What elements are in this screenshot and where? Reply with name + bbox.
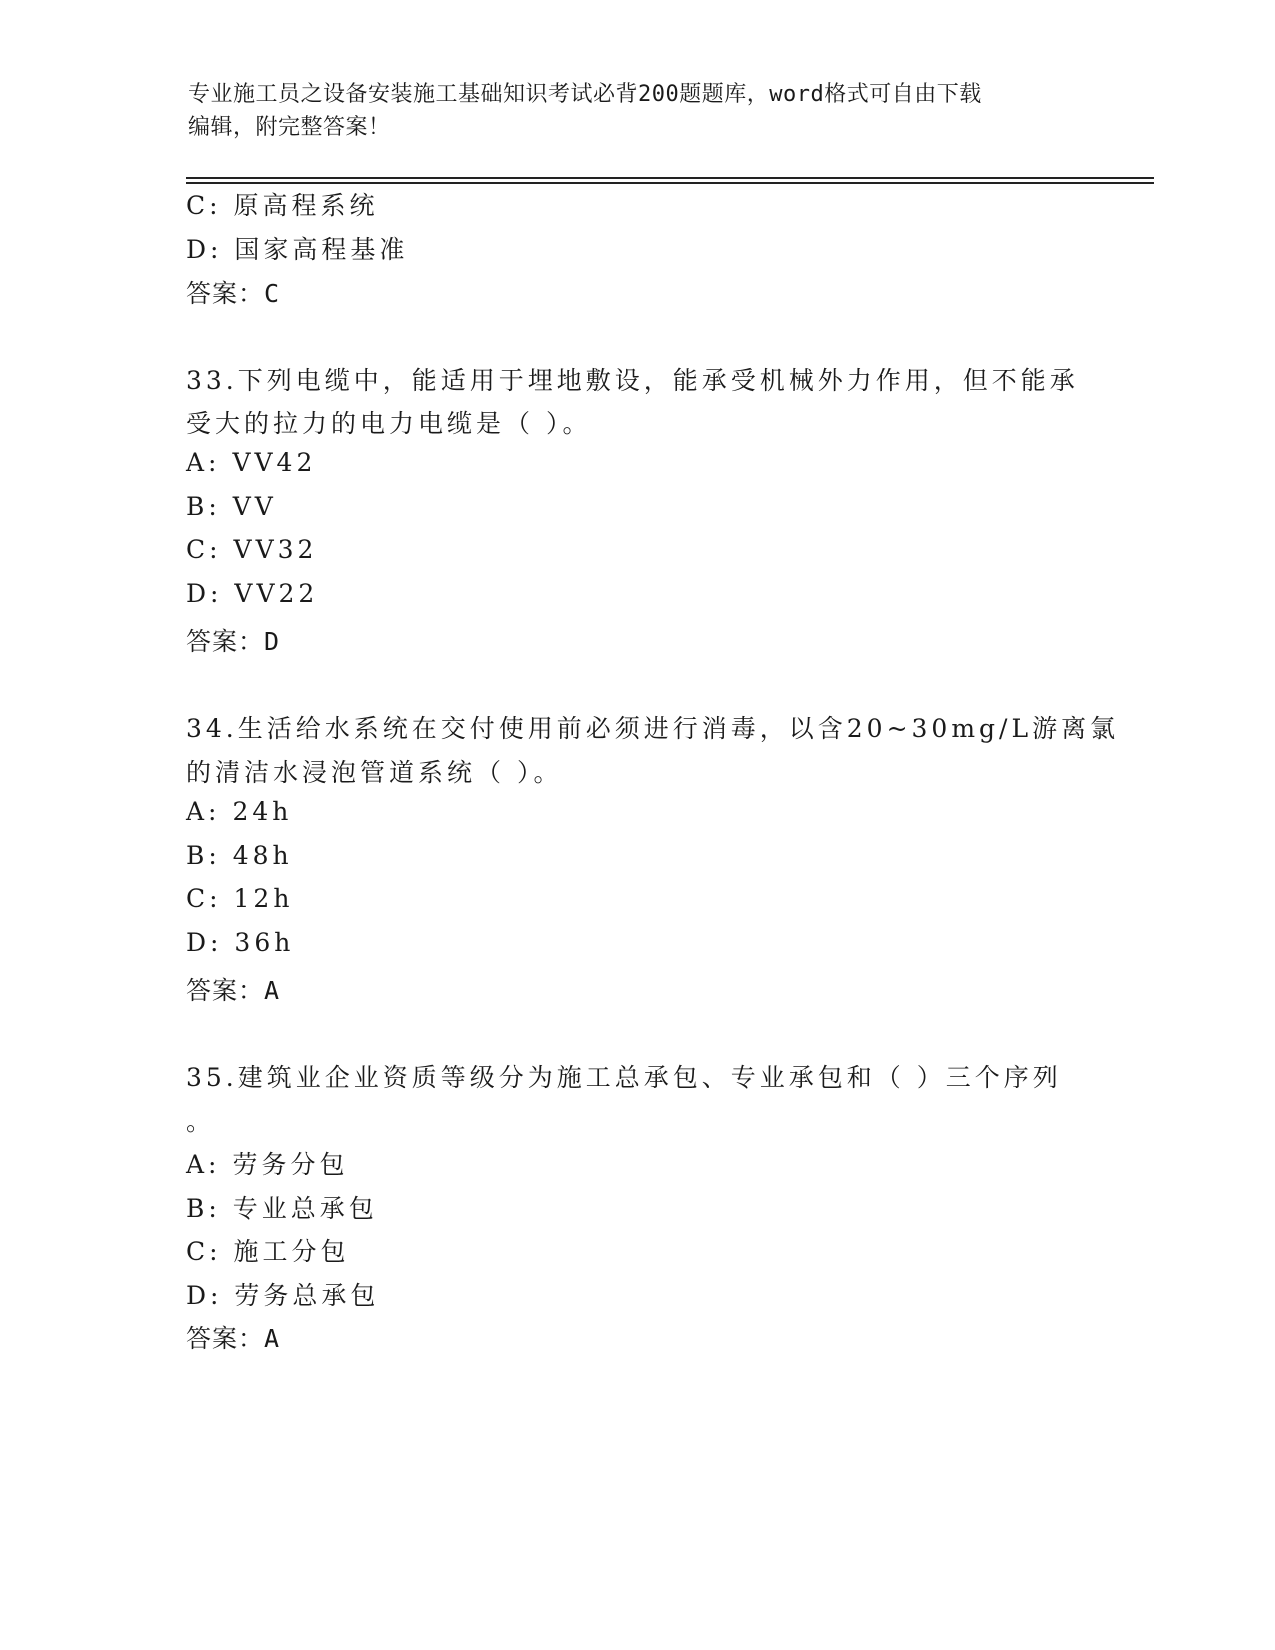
answer-label: 答案： — [186, 976, 265, 1005]
option-d — [186, 579, 318, 608]
question-stem-line-1: 33.下列电缆中，能适用于埋地敷设，能承受机械外力作用，但不能承 — [186, 366, 1079, 395]
question-stem-line-2: 的清洁水浸泡管道系统（ ）。 — [186, 758, 563, 787]
answer-line — [186, 274, 280, 310]
option-text: VV22 — [234, 579, 319, 608]
question-stem-line-1: 34.生活给水系统在交付使用前必须进行消毒，以含20~30mg/L游离氯 — [186, 714, 1120, 743]
option-a — [186, 1145, 348, 1181]
option-text: 原高程系统 — [233, 191, 379, 220]
option-label: B: — [186, 841, 221, 870]
answer-value: A — [264, 976, 281, 1005]
option-label: A: — [186, 448, 221, 477]
answer-line — [186, 622, 280, 658]
option-c — [186, 186, 379, 222]
answer-value: A — [264, 1324, 281, 1353]
option-text: 劳务总承包 — [234, 1281, 380, 1310]
option-text: 48h — [232, 841, 293, 870]
option-text: 12h — [233, 884, 294, 913]
option-label: C: — [186, 1237, 222, 1266]
option-label: C: — [186, 535, 222, 564]
option-text: 24h — [232, 797, 293, 826]
option-d — [186, 928, 294, 957]
option-d — [186, 230, 408, 266]
option-label: A: — [186, 1150, 221, 1179]
option-text: 劳务分包 — [232, 1150, 349, 1179]
option-text: VV32 — [233, 535, 318, 564]
question-stem-line-2: 。 — [186, 1107, 216, 1136]
option-text: VV42 — [232, 448, 317, 477]
option-label: D: — [186, 928, 223, 957]
option-text: 专业总承包 — [232, 1194, 378, 1223]
option-label: B: — [186, 492, 221, 521]
option-d — [186, 1276, 379, 1312]
answer-value: C — [264, 279, 281, 308]
header-line-1: 专业施工员之设备安装施工基础知识考试必背200题题库，word格式可自由下载 — [188, 82, 982, 107]
option-label: C: — [186, 884, 222, 913]
option-c — [186, 535, 317, 564]
question-stem-line-2: 受大的拉力的电力电缆是（ ）。 — [186, 409, 592, 438]
option-label: D: — [186, 235, 223, 264]
answer-line — [186, 1319, 280, 1355]
answer-value: D — [264, 627, 281, 656]
answer-label: 答案： — [186, 279, 265, 308]
option-c — [186, 1232, 350, 1268]
option-text: 施工分包 — [233, 1237, 350, 1266]
answer-label: 答案： — [186, 1324, 265, 1353]
option-label: D: — [186, 1281, 223, 1310]
header-divider-bottom — [186, 182, 1154, 184]
option-label: C: — [186, 191, 222, 220]
option-c — [186, 884, 293, 913]
answer-label: 答案： — [186, 627, 265, 656]
option-text: 36h — [234, 928, 295, 957]
option-text: VV — [232, 492, 277, 521]
option-a — [186, 448, 316, 477]
option-label: A: — [186, 797, 221, 826]
option-label: D: — [186, 579, 223, 608]
option-b — [186, 492, 277, 521]
option-b — [186, 1189, 378, 1225]
header-line-2: 编辑，附完整答案！ — [188, 115, 391, 140]
option-text: 国家高程基准 — [234, 235, 409, 264]
answer-line — [186, 971, 280, 1007]
option-a — [186, 797, 292, 826]
option-b — [186, 841, 293, 870]
header-divider-top — [186, 177, 1154, 179]
question-stem-line-1: 35.建筑业企业资质等级分为施工总承包、专业承包和（ ）三个序列 — [186, 1063, 1062, 1092]
option-label: B: — [186, 1194, 221, 1223]
